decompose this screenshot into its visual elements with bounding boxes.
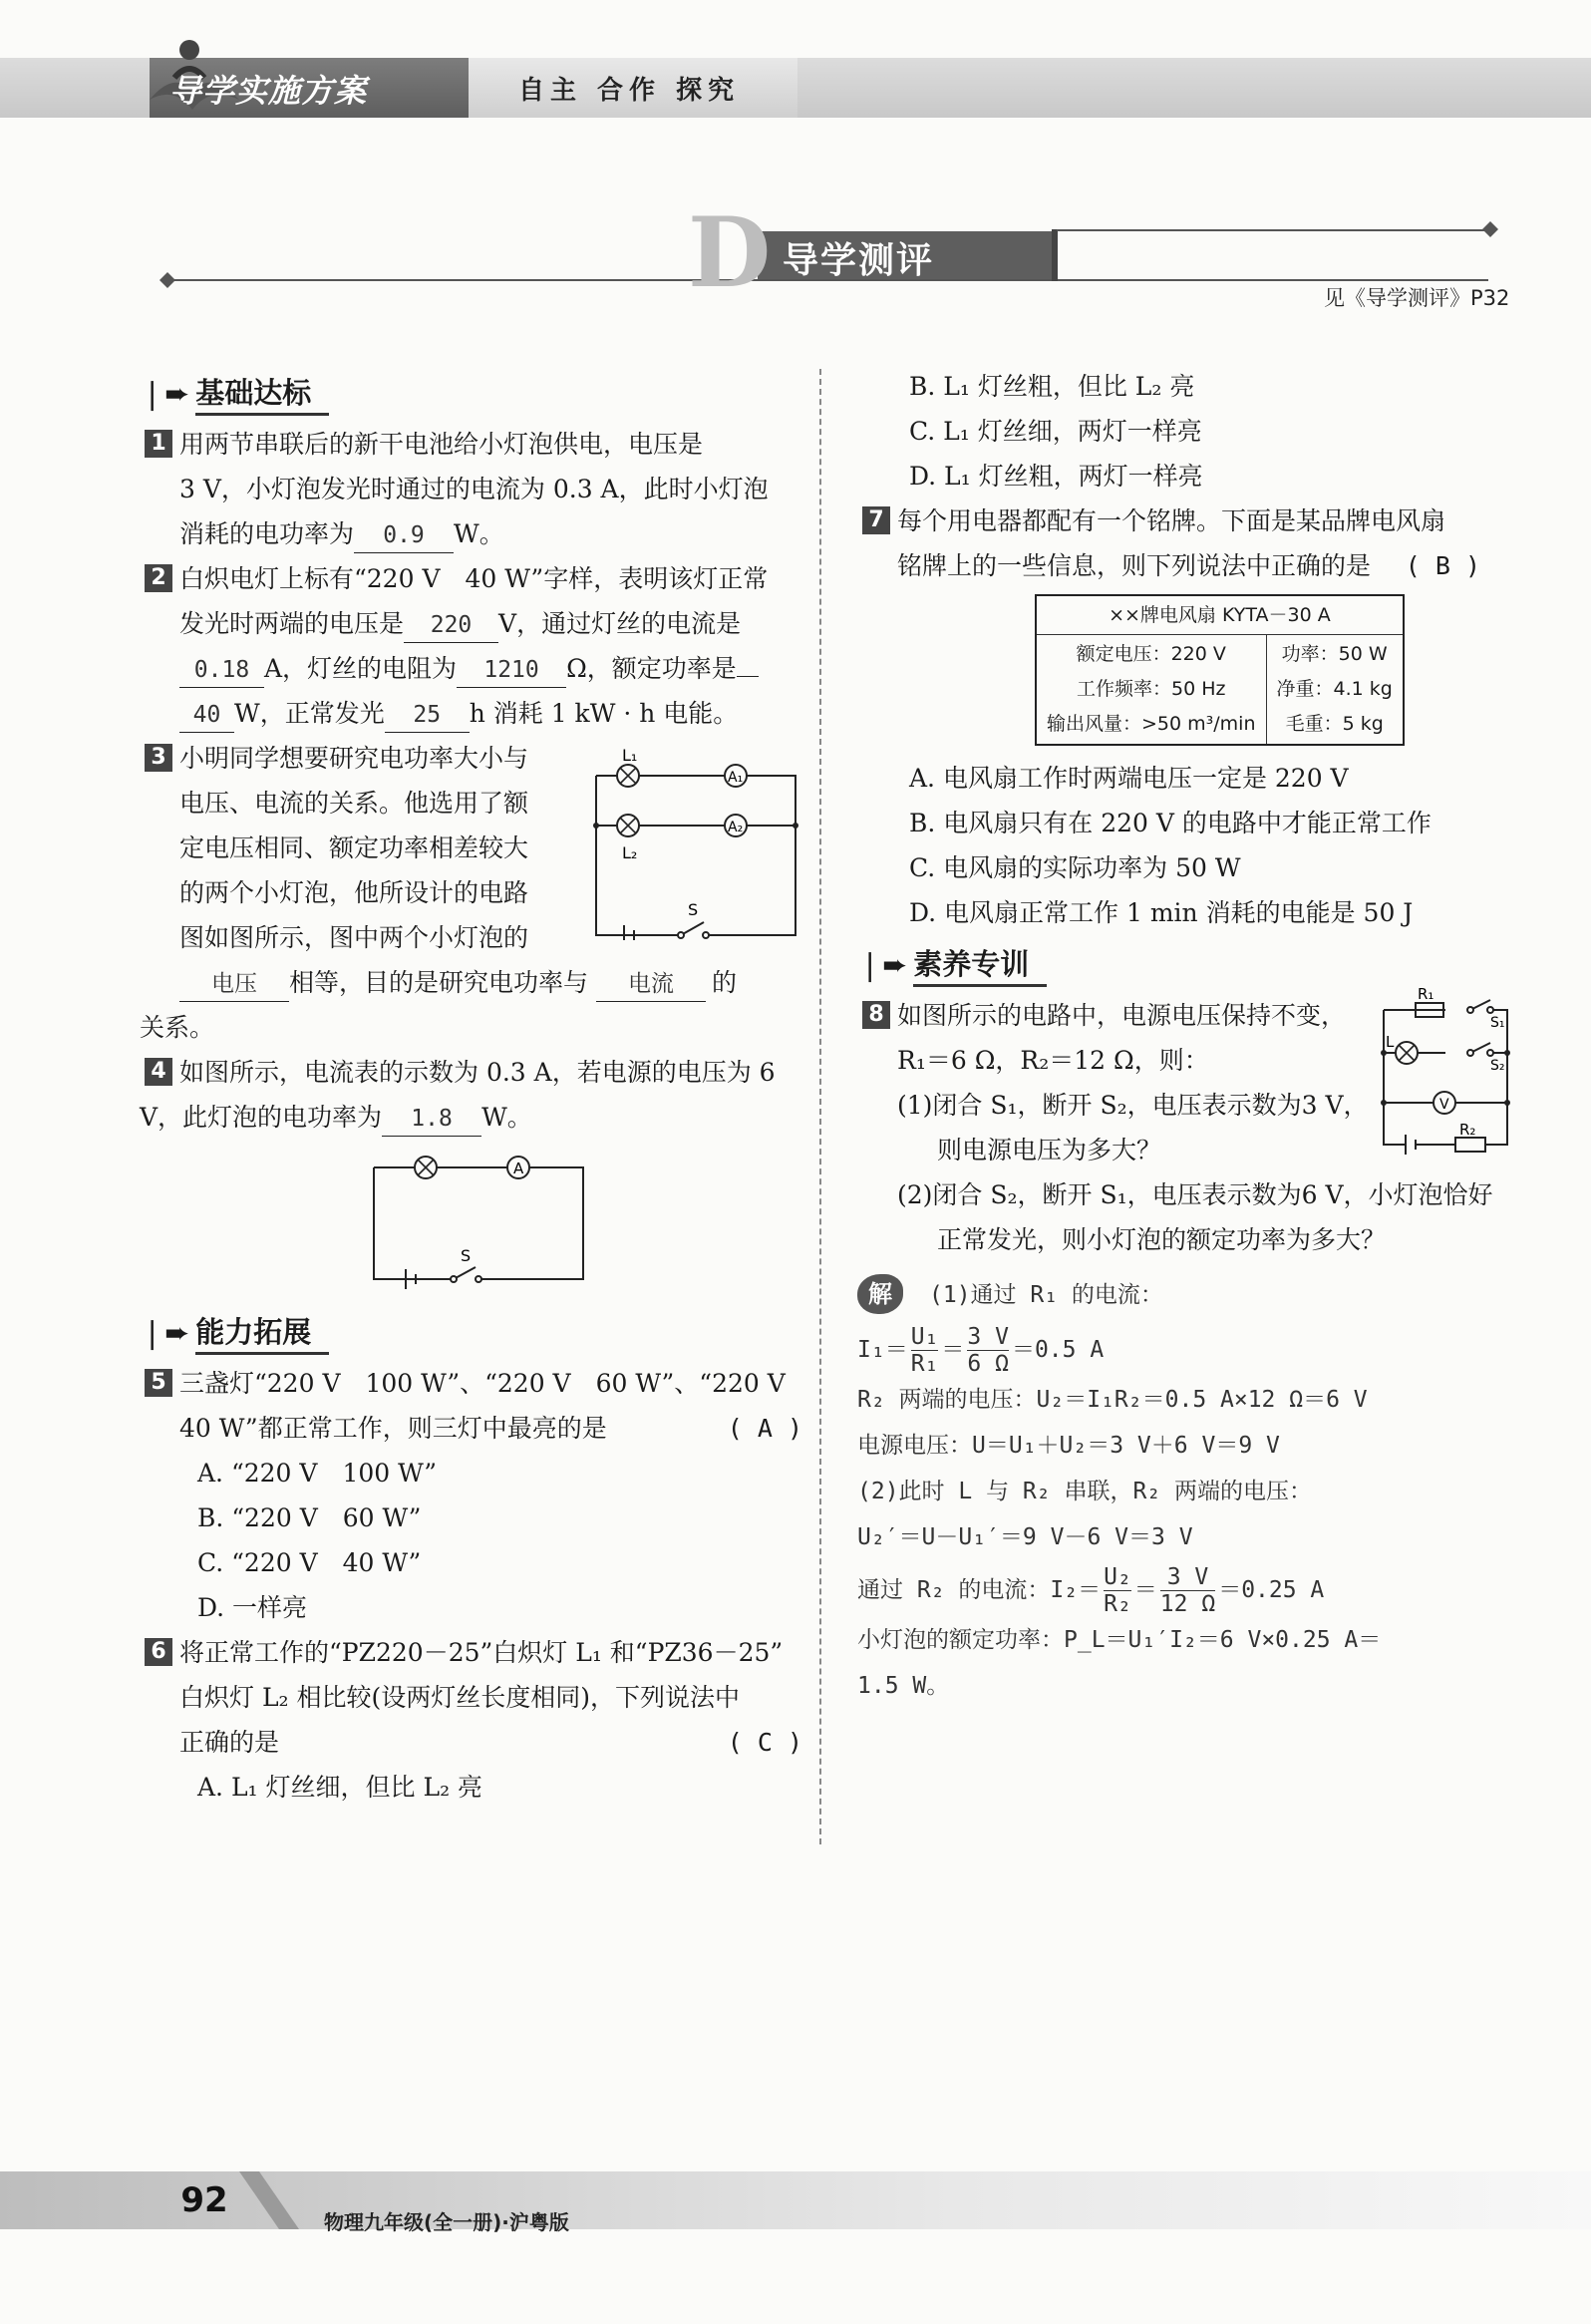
question-number: 1: [145, 430, 172, 458]
option-d: D. 电风扇正常工作 1 min 消耗的电能是 50 J: [909, 898, 1414, 927]
answer-choice: ( B ): [1405, 551, 1480, 580]
text-line: 将正常工作的“PZ220－25”白炽灯 L₁ 和“PZ36－25”: [179, 1638, 784, 1667]
header-motto: 自主 合作 探究: [518, 76, 741, 106]
r2-label: R₂: [1459, 1121, 1476, 1139]
option-a: A. “220 V 100 W”: [197, 1459, 438, 1488]
sub-question-1b: 则电源电压为多大？: [937, 1136, 1162, 1164]
question-number: 6: [145, 1638, 172, 1666]
solution-line-8: 小灯泡的额定功率：P_L＝U₁′I₂＝6 V×0.25 A＝: [857, 1627, 1382, 1653]
text-line: 小明同学想要研究电功率大小与: [179, 744, 529, 773]
sub-question-2a: (2)闭合 S₂，断开 S₁，电压表示数为6 V，小灯泡恰好: [897, 1180, 1493, 1209]
page-number: 92: [180, 2180, 228, 2220]
nameplate-right-cell: 功率：50 W 净重：4.1 kg 毛重：5 kg: [1266, 635, 1404, 746]
banner-end-bar: [1052, 229, 1058, 281]
answer-blank: 电流: [596, 967, 706, 1002]
blank-line: [737, 676, 759, 677]
section-title: 素养专训: [913, 944, 1047, 987]
option-c: C. L₁ 灯丝细，两灯一样亮: [909, 417, 1202, 446]
question-5: [140, 1361, 802, 1630]
section-title: 能力拓展: [195, 1312, 329, 1355]
section-title: 基础达标: [195, 373, 329, 416]
banner-reference: 见《导学测评》P32: [1324, 286, 1510, 310]
solution-icon: 解: [857, 1274, 903, 1314]
left-column: [140, 364, 802, 1810]
question-number: 3: [145, 744, 172, 772]
lamp-l2-label: L₂: [622, 843, 638, 862]
solution-line-4: 电源电压：U＝U₁＋U₂＝3 V＋6 V＝9 V: [857, 1433, 1280, 1459]
column-divider: [819, 369, 821, 1844]
solution-line-2: I₁＝ $\frac{\text{U₁}}{\text{R₁}}$ ＝ $\frac{3 V}{6 \Omega}$ ＝0.5 A: [857, 1324, 1105, 1377]
solution: [857, 1272, 1515, 1709]
text-line: 3 V，小灯泡发光时通过的电流为 0.3 A，此时小灯泡: [179, 475, 769, 503]
solution-line-1: 解 (1)通过 R₁ 的电流：: [857, 1272, 1515, 1318]
answer-blank: 0.18: [179, 653, 264, 688]
text-line: 电压、电流的关系。他选用了额: [179, 789, 529, 818]
ammeter-a2-label: A₂: [728, 820, 744, 835]
question-8: [857, 985, 1515, 1262]
s1-label: S₁: [1490, 1015, 1505, 1031]
book-title: 物理九年级(全一册)·沪粤版: [324, 2210, 569, 2234]
banner-letter: D: [688, 196, 772, 309]
answer-choice: ( C ): [727, 1728, 802, 1757]
option-d: D. L₁ 灯丝粗，两灯一样亮: [909, 462, 1203, 491]
section-basic: [140, 368, 802, 420]
option-b: B. “220 V 60 W”: [197, 1503, 422, 1532]
question-7: [857, 498, 1515, 935]
right-column: [857, 364, 1515, 1709]
option-b: B. 电风扇只有在 220 V 的电路中才能正常工作: [909, 809, 1432, 837]
answer-choice: ( A ): [727, 1414, 802, 1443]
text-line: 白炽灯 L₂ 相比较(设两灯丝长度相同)，下列说法中: [179, 1683, 741, 1712]
text-line: 40 W，正常发光 25 h 消耗 1 kW · h 电能。: [179, 691, 802, 736]
option-a: A. 电风扇工作时两端电压一定是 220 V: [909, 764, 1349, 793]
banner-title: 导学测评: [783, 240, 935, 281]
arrow-bracket-icon: ❘➨: [140, 1315, 190, 1351]
text-line: 发光时两端的电压是 220 V，通过灯丝的电流是: [179, 601, 802, 646]
option-d: D. 一样亮: [197, 1593, 308, 1622]
solution-line-7: 通过 R₂ 的电流：I₂＝ $\frac{\text{U₂}}{\text{R₂}}$ ＝ $\frac{3 V}{12 \Omega}$ ＝0.25 A: [857, 1564, 1325, 1617]
text-line: 电压 相等，目的是研究电功率与 电流 的: [179, 960, 802, 1005]
text-line: 消耗的电功率为 0.9 W。: [179, 511, 802, 556]
text-line: 三盏灯“220 V 100 W”、“220 V 60 W”、“220 V: [179, 1369, 786, 1398]
text-line: 如图所示的电路中，电源电压保持不变，: [897, 1001, 1347, 1030]
lamp-label: L: [1386, 1033, 1395, 1051]
question-2: [140, 556, 802, 736]
question-number: 4: [145, 1058, 172, 1086]
lamp-l1-label: L₁: [622, 746, 638, 765]
question-3: [140, 736, 802, 1050]
answer-blank: 电压: [179, 967, 289, 1002]
nameplate-title: ××牌电风扇 KYTA－30 A: [1036, 595, 1404, 635]
sub-question-2b: 正常发光，则小灯泡的额定功率为多大？: [937, 1225, 1387, 1254]
arrow-bracket-icon: ❘➨: [857, 947, 908, 983]
ammeter-a1-label: A₁: [728, 770, 744, 786]
text-line: 白炽电灯上标有“220 V 40 W”字样，表明该灯正常: [179, 564, 769, 593]
solution-line-6: U₂′＝U－U₁′＝9 V－6 V＝3 V: [857, 1524, 1193, 1550]
circuit-diagram-q4: [364, 1150, 593, 1299]
text-line: 0.18 A，灯丝的电阻为 1210 Ω，额定功率是: [179, 646, 802, 691]
text-line: 40 W”都正常工作，则三灯中最亮的是 ( A ): [179, 1406, 802, 1451]
text-line: 定电压相同、额定功率相差较大: [179, 833, 529, 862]
answer-blank: 1210: [457, 653, 566, 688]
banner-top-rule: [1057, 229, 1495, 231]
option-b: B. L₁ 灯丝粗，但比 L₂ 亮: [909, 372, 1195, 401]
text-line: 用两节串联后的新干电池给小灯泡供电，电压是: [179, 430, 704, 459]
option-c: C. 电风扇的实际功率为 50 W: [909, 853, 1241, 882]
circuit-diagram-q3: [586, 741, 805, 940]
circuit-diagram-q8: [1376, 985, 1515, 1155]
question-6: [140, 1630, 802, 1810]
ammeter-label: A: [513, 1160, 524, 1177]
text-line: 的两个小灯泡，他所设计的电路: [179, 878, 529, 907]
solution-line-9: 1.5 W。: [857, 1673, 950, 1699]
answer-blank: 40: [179, 698, 234, 733]
text-line: 关系。: [140, 1013, 215, 1042]
nameplate-table: [1035, 594, 1405, 746]
answer-blank: 1.8: [382, 1102, 481, 1137]
question-number: 2: [145, 564, 172, 592]
question-number: 7: [862, 506, 890, 534]
answer-blank: 220: [404, 608, 498, 643]
nameplate-left-cell: 额定电压：220 V 工作频率：50 Hz 输出风量：>50 m³/min: [1036, 635, 1266, 746]
r1-label: R₁: [1418, 985, 1434, 1003]
section-ability: [140, 1307, 802, 1359]
question-number: 8: [862, 1001, 890, 1029]
text-line: 正确的是 ( C ): [179, 1720, 802, 1765]
solution-line-5: (2)此时 L 与 R₂ 串联，R₂ 两端的电压：: [857, 1479, 1313, 1504]
section-literacy: [857, 939, 1515, 991]
sub-question-1a: (1)闭合 S₁，断开 S₂，电压表示数为3 V，: [897, 1091, 1369, 1120]
text-line: 铭牌上的一些信息，则下列说法中正确的是 ( B ): [897, 543, 1515, 588]
text-line: V，此灯泡的电功率为 1.8 W。: [140, 1095, 802, 1140]
voltmeter-label: V: [1439, 1097, 1449, 1113]
diamond-left-icon: [159, 272, 175, 288]
question-4: [140, 1050, 802, 1299]
s2-label: S₂: [1490, 1058, 1505, 1074]
solution-line-3: R₂ 两端的电压：U₂＝I₁R₂＝0.5 A×12 Ω＝6 V: [857, 1387, 1368, 1413]
switch-label: S: [688, 900, 699, 919]
option-c: C. “220 V 40 W”: [197, 1548, 422, 1577]
header-title: 导学实施方案: [169, 72, 368, 110]
text-line: R₁＝6 Ω，R₂＝12 Ω，则：: [897, 1046, 1209, 1075]
answer-blank: 0.9: [354, 518, 454, 553]
switch-label: S: [461, 1246, 472, 1265]
arrow-bracket-icon: ❘➨: [140, 376, 190, 412]
question-number: 5: [145, 1369, 172, 1397]
text-line: 图如图所示，图中两个小灯泡的: [179, 923, 529, 952]
text-line: 如图所示，电流表的示数为 0.3 A，若电源的电压为 6: [179, 1058, 776, 1087]
question-1: [140, 422, 802, 556]
option-a: A. L₁ 灯丝细，但比 L₂ 亮: [197, 1773, 483, 1802]
answer-blank: 25: [385, 698, 470, 733]
text-line: 每个用电器都配有一个铭牌。下面是某品牌电风扇: [897, 506, 1446, 535]
